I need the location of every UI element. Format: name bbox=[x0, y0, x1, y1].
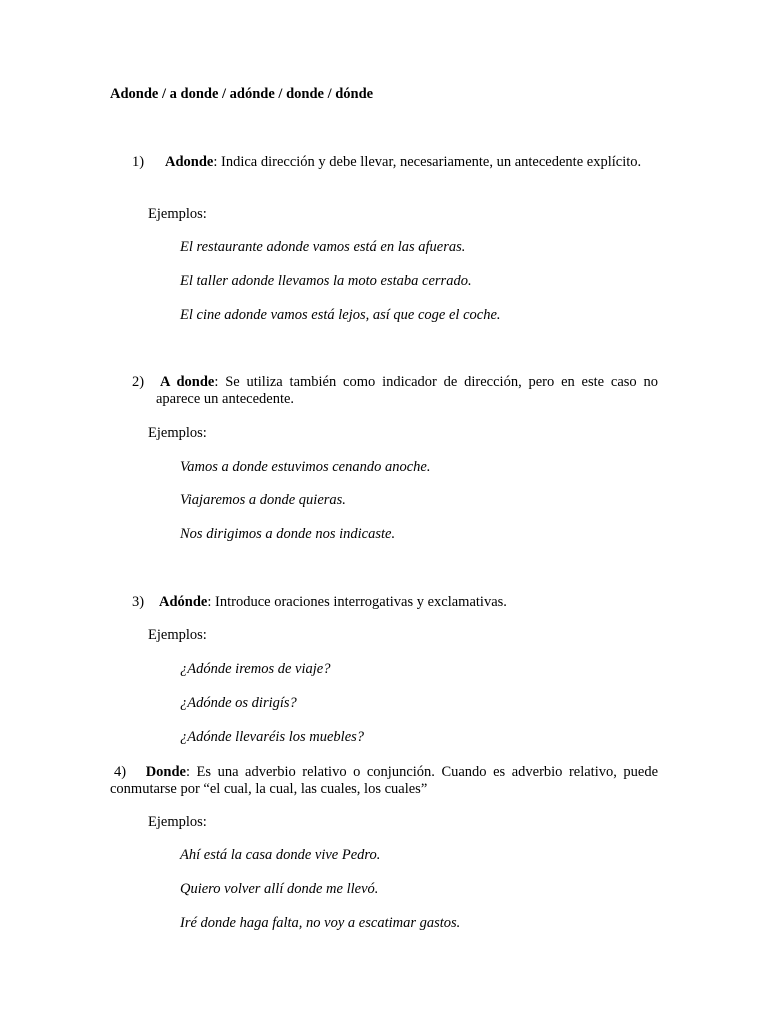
example-sentence: ¿Adónde iremos de viaje? bbox=[180, 661, 331, 677]
section-term: A donde bbox=[160, 374, 215, 390]
example-sentence: El cine adonde vamos está lejos, así que coge el coche. bbox=[180, 307, 501, 323]
section-term: Adónde bbox=[159, 594, 208, 610]
examples-label: Ejemplos: bbox=[148, 425, 207, 441]
section-a-donde bbox=[110, 374, 658, 408]
section-definition-text: : Introduce oraciones interrogativas y exclamativas. bbox=[207, 594, 507, 610]
example-sentence: Quiero volver allí donde me llevó. bbox=[180, 881, 379, 897]
section-definition bbox=[156, 594, 658, 611]
document-title: Adonde / a donde / adónde / donde / dónde bbox=[110, 86, 374, 102]
example-sentence: Iré donde haga falta, no voy a escatimar gastos. bbox=[180, 915, 461, 931]
section-term: Donde bbox=[145, 764, 186, 780]
examples-label: Ejemplos: bbox=[148, 627, 207, 643]
section-definition bbox=[110, 764, 658, 798]
example-sentence: Nos dirigimos a donde nos indicaste. bbox=[180, 526, 396, 542]
section-definition bbox=[156, 154, 658, 171]
examples-label: Ejemplos: bbox=[148, 814, 207, 830]
section-definition-text: : Es una adverbio relativo o conjunción. Cuando es adverbio relativo, puede conmutarse por “el cual, la cual, las cuales, los cuales” bbox=[110, 764, 659, 797]
section-number: 3) bbox=[132, 594, 145, 610]
section-number: 4) bbox=[114, 764, 127, 780]
example-sentence: El taller adonde llevamos la moto estaba cerrado. bbox=[180, 273, 472, 289]
example-sentence: ¿Adónde os dirigís? bbox=[180, 695, 297, 711]
example-sentence: Vamos a donde estuvimos cenando anoche. bbox=[180, 459, 431, 475]
section-adonde bbox=[110, 154, 658, 171]
section-adonde-interrogativo bbox=[110, 594, 658, 611]
section-definition bbox=[156, 374, 658, 408]
section-definition-text: : Se utiliza también como indicador de dirección, pero en este caso no aparece un antecedente. bbox=[156, 374, 658, 407]
example-sentence: Viajaremos a donde quieras. bbox=[180, 492, 346, 508]
section-number: 1) bbox=[132, 154, 145, 170]
section-number: 2) bbox=[132, 374, 145, 390]
example-sentence: El restaurante adonde vamos está en las afueras. bbox=[180, 239, 466, 255]
example-sentence: ¿Adónde llevaréis los muebles? bbox=[180, 729, 365, 745]
section-donde bbox=[110, 764, 658, 798]
examples-label: Ejemplos: bbox=[148, 206, 207, 222]
example-sentence: Ahí está la casa donde vive Pedro. bbox=[180, 847, 381, 863]
section-term: Adonde bbox=[165, 154, 214, 170]
section-definition-text: : Indica dirección y debe llevar, necesariamente, un antecedente explícito. bbox=[213, 154, 642, 170]
